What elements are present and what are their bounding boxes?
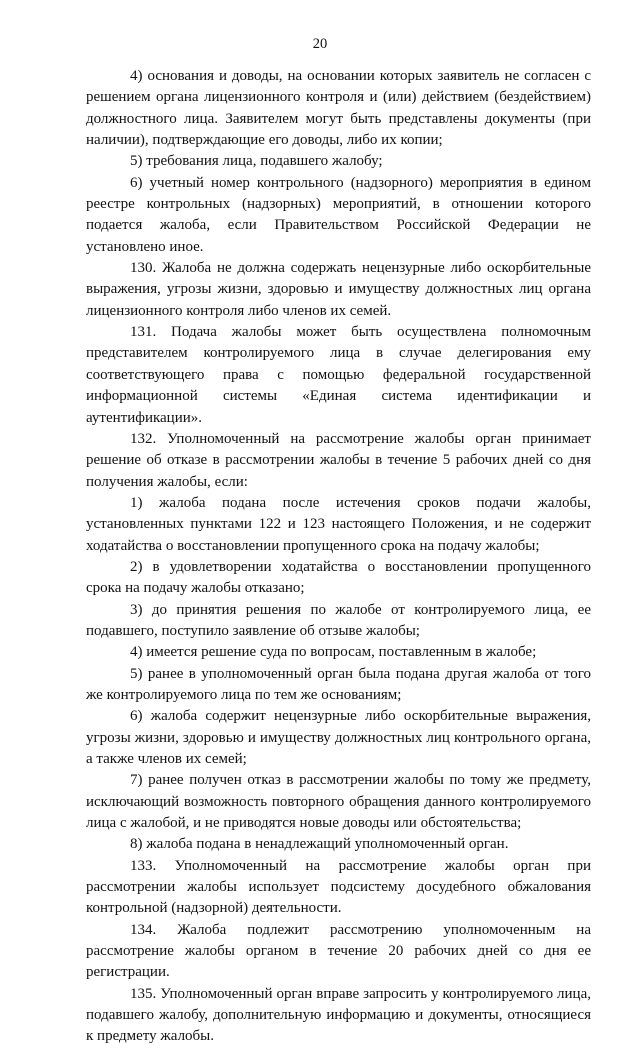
paragraph-132-item-6: 6) жалоба содержит нецензурные либо оскорбительные выражения, угрозы жизни, здоровью и имуществу должностных лиц контрольного органа, а также членов их семей; bbox=[86, 708, 591, 767]
paragraph-131: 131. Подача жалобы может быть осуществлена полномочным представителем контролируемого лица в случае делегирования ему соответствующего права с помощью федеральной государственной информационной системы «Единая система идентификации и аутентификации». bbox=[86, 324, 591, 426]
paragraph-132-item-1: 1) жалоба подана после истечения сроков подачи жалобы, установленных пунктами 122 и 123 настоящего Положения, и не содержит ходатайства о восстановлении пропущенного срока на подачу жалобы; bbox=[86, 494, 591, 554]
paragraph-132-item-8: 8) жалоба подана в ненадлежащий уполномоченный орган. bbox=[130, 836, 509, 853]
paragraph-132-item-7: 7) ранее получен отказ в рассмотрении жалобы по тому же предмету, исключающий возможность повторного обращения данного контролируемого лица с жалобой, и не приводятся новые доводы или обстоятельства; bbox=[86, 772, 591, 832]
paragraph-134: 134. Жалоба подлежит рассмотрению уполномоченным на рассмотрение жалобы органом в течение 20 рабочих дней со дня ее регистрации. bbox=[86, 921, 591, 981]
page-number: 20 bbox=[312, 36, 328, 52]
document-body bbox=[86, 66, 591, 1048]
paragraph-132-item-4: 4) имеется решение суда по вопросам, поставленным в жалобе; bbox=[130, 644, 537, 661]
paragraph-item-5-requirements: 5) требования лица, подавшего жалобу; bbox=[130, 153, 383, 170]
paragraph-133: 133. Уполномоченный на рассмотрение жалобы орган при рассмотрении жалобы использует подсистему досудебного обжалования контрольной (надзорной) деятельности. bbox=[86, 857, 591, 917]
paragraph-130: 130. Жалоба не должна содержать нецензурные либо оскорбительные выражения, угрозы жизни, здоровью и имуществу должностных лиц органа лицензионного контроля либо членов их семей. bbox=[86, 260, 591, 319]
paragraph-132-item-3: 3) до принятия решения по жалобе от контролируемого лица, ее подавшего, поступило заявление об отзыве жалобы; bbox=[86, 601, 591, 639]
paragraph-132-item-2: 2) в удовлетворении ходатайства о восстановлении пропущенного срока на подачу жалобы отказано; bbox=[86, 558, 591, 597]
paragraph-item-6-registry-number: 6) учетный номер контрольного (надзорного) мероприятия в едином реестре контрольных (надзорных) мероприятий, в отношении которого подается жалоба, если Правительством Российской Федерации не установлено иное. bbox=[86, 174, 591, 255]
paragraph-item-4-grounds: 4) основания и доводы, на основании которых заявитель не согласен с решением органа лицензионного контроля и (или) действием (бездействием) должностного лица. Заявителем могут быть представлены документы (при наличии), подтверждающие его доводы, либо их копии; bbox=[86, 68, 591, 149]
paragraph-132-item-5: 5) ранее в уполномоченный орган была подана другая жалоба от того же контролируемого лица по тем же основаниям; bbox=[86, 665, 591, 703]
paragraph-132: 132. Уполномоченный на рассмотрение жалобы орган принимает решение об отказе в рассмотрении жалобы в течение 5 рабочих дней со дня получения жалобы, если: bbox=[86, 430, 591, 490]
paragraph-135: 135. Уполномоченный орган вправе запросить у контролируемого лица, подавшего жалобу, дополнительную информацию и документы, относящиеся к предмету жалобы. bbox=[86, 985, 591, 1045]
